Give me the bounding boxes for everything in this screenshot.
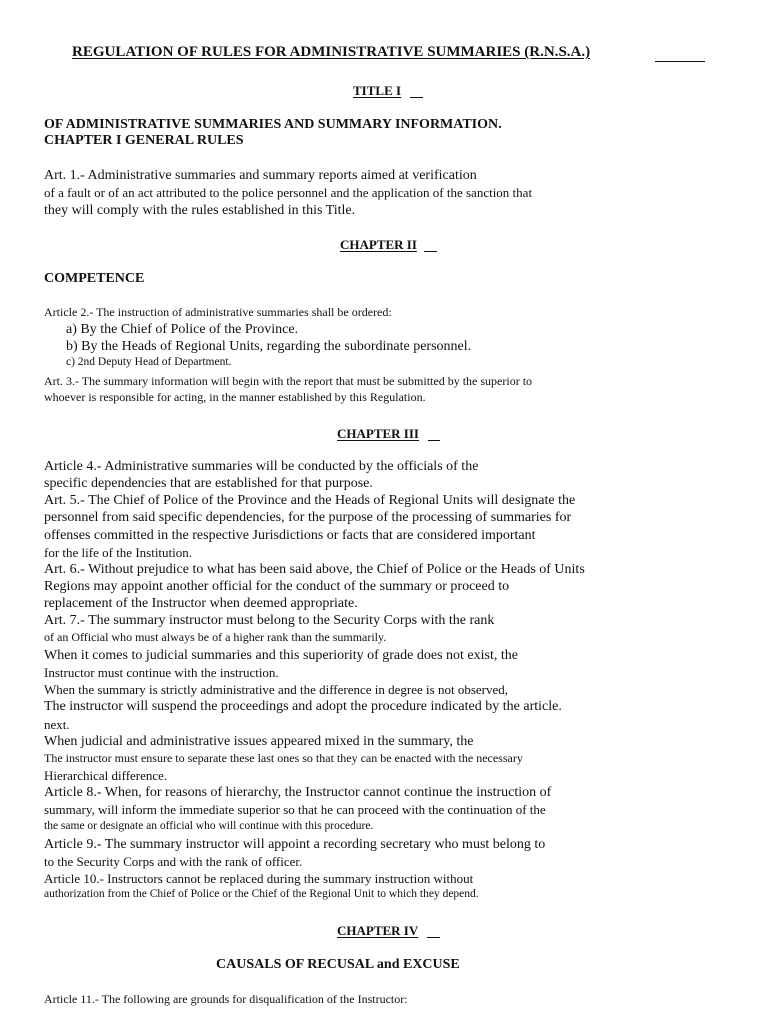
art1-line: Art. 1.- Administrative summaries and summary reports aimed at verification bbox=[44, 168, 477, 183]
art3-line: whoever is responsible for acting, in the manner established by this Regulation. bbox=[44, 390, 426, 404]
chapter-iii-line: When the summary is strictly administrative and the difference in degree is not observed, bbox=[44, 682, 509, 697]
art3-line: Art. 3.- The summary information will begin with the report that must be submitted by the superior to bbox=[44, 374, 533, 388]
art1-line: of a fault or of an act attributed to the police personnel and the application of the sanction that bbox=[44, 185, 533, 200]
chapter-iii-line: Art. 6.- Without prejudice to what has been said above, the Chief of Police or the Heads of Units bbox=[44, 562, 585, 577]
chapter-iii-line: of an Official who must always be of a higher rank than the summarily. bbox=[44, 630, 387, 644]
title-i-heading: TITLE I bbox=[353, 83, 402, 98]
chapter-iii-heading: CHAPTER III bbox=[337, 426, 419, 441]
chapter-iv-underline-extension bbox=[427, 937, 440, 938]
chapter-iii-line: the same or designate an official who will continue with this procedure. bbox=[44, 820, 374, 832]
document-title: REGULATION OF RULES FOR ADMINISTRATIVE SUMMARIES (R.N.S.A.) bbox=[72, 44, 591, 60]
chapter-iii-line: to the Security Corps and with the rank of officer. bbox=[44, 854, 303, 869]
chapter-iii-line: Article 9.- The summary instructor will appoint a recording secretary who must belong to bbox=[44, 837, 546, 852]
chapter-iii-line: personnel from said specific dependencies, for the purpose of the processing of summaries for bbox=[44, 510, 572, 525]
chapter-ii-underline-extension bbox=[424, 251, 437, 252]
chapter-iii-line: authorization from the Chief of Police or the Chief of the Regional Unit to which they depend. bbox=[44, 888, 479, 900]
chapter-iii-line: Article 4.- Administrative summaries will be conducted by the officials of the bbox=[44, 459, 479, 474]
chapter-iii-line: replacement of the Instructor when deemed appropriate. bbox=[44, 596, 358, 611]
chapter-iii-line: offenses committed in the respective Jurisdictions or facts that are considered important bbox=[44, 528, 536, 543]
chapter-iii-underline-extension bbox=[428, 440, 440, 441]
chapter-iii-line: Art. 7.- The summary instructor must belong to the Security Corps with the rank bbox=[44, 613, 495, 628]
competence-heading: COMPETENCE bbox=[44, 271, 145, 286]
chapter-iii-line: The instructor must ensure to separate these last ones so that they can be enacted with the necessary bbox=[44, 751, 523, 765]
art2-intro: Article 2.- The instruction of administrative summaries shall be ordered: bbox=[44, 305, 392, 319]
art2-item: a) By the Chief of Police of the Province. bbox=[66, 322, 299, 337]
chapter-iii-line: The instructor will suspend the proceedings and adopt the procedure indicated by the article. bbox=[44, 699, 562, 714]
chapter-iii-line: summary, will inform the immediate superior so that he can proceed with the continuation of the bbox=[44, 802, 546, 817]
chapter-iv-heading: CHAPTER IV bbox=[337, 923, 419, 938]
chapter-iii-line: Article 8.- When, for reasons of hierarchy, the Instructor cannot continue the instruction of bbox=[44, 785, 552, 800]
art1-line: they will comply with the rules established in this Title. bbox=[44, 203, 356, 218]
chapter-iii-line: Instructor must continue with the instruction. bbox=[44, 665, 279, 680]
title-i-subtitle: OF ADMINISTRATIVE SUMMARIES AND SUMMARY INFORMATION. bbox=[44, 117, 502, 132]
chapter-iii-line: Art. 5.- The Chief of Police of the Province and the Heads of Regional Units will designate the bbox=[44, 493, 576, 508]
art2-item: c) 2nd Deputy Head of Department. bbox=[66, 356, 232, 368]
chapter-iii-line: Article 10.- Instructors cannot be replaced during the summary instruction without bbox=[44, 871, 474, 886]
title-i-underline-extension bbox=[410, 97, 423, 98]
chapter-iii-line: When it comes to judicial summaries and this superiority of grade does not exist, the bbox=[44, 648, 518, 663]
chapter-iv-subtitle: CAUSALS OF RECUSAL and EXCUSE bbox=[216, 957, 460, 972]
art2-item: b) By the Heads of Regional Units, regarding the subordinate personnel. bbox=[66, 339, 472, 354]
chapter-iii-line: When judicial and administrative issues appeared mixed in the summary, the bbox=[44, 734, 474, 749]
chapter-iii-line: specific dependencies that are established for that purpose. bbox=[44, 476, 373, 491]
chapter-iii-line: for the life of the Institution. bbox=[44, 545, 193, 560]
chapter-iii-line: Regions may appoint another official for the conduct of the summary or proceed to bbox=[44, 579, 510, 594]
chapter-iii-line: next. bbox=[44, 717, 70, 732]
chapter-iii-line: Hierarchical difference. bbox=[44, 768, 168, 783]
title-underline-extension bbox=[655, 61, 705, 62]
chapter-i-heading: CHAPTER I GENERAL RULES bbox=[44, 133, 244, 148]
chapter-ii-heading: CHAPTER II bbox=[340, 237, 417, 252]
art11-line: Article 11.- The following are grounds for disqualification of the Instructor: bbox=[44, 992, 408, 1006]
